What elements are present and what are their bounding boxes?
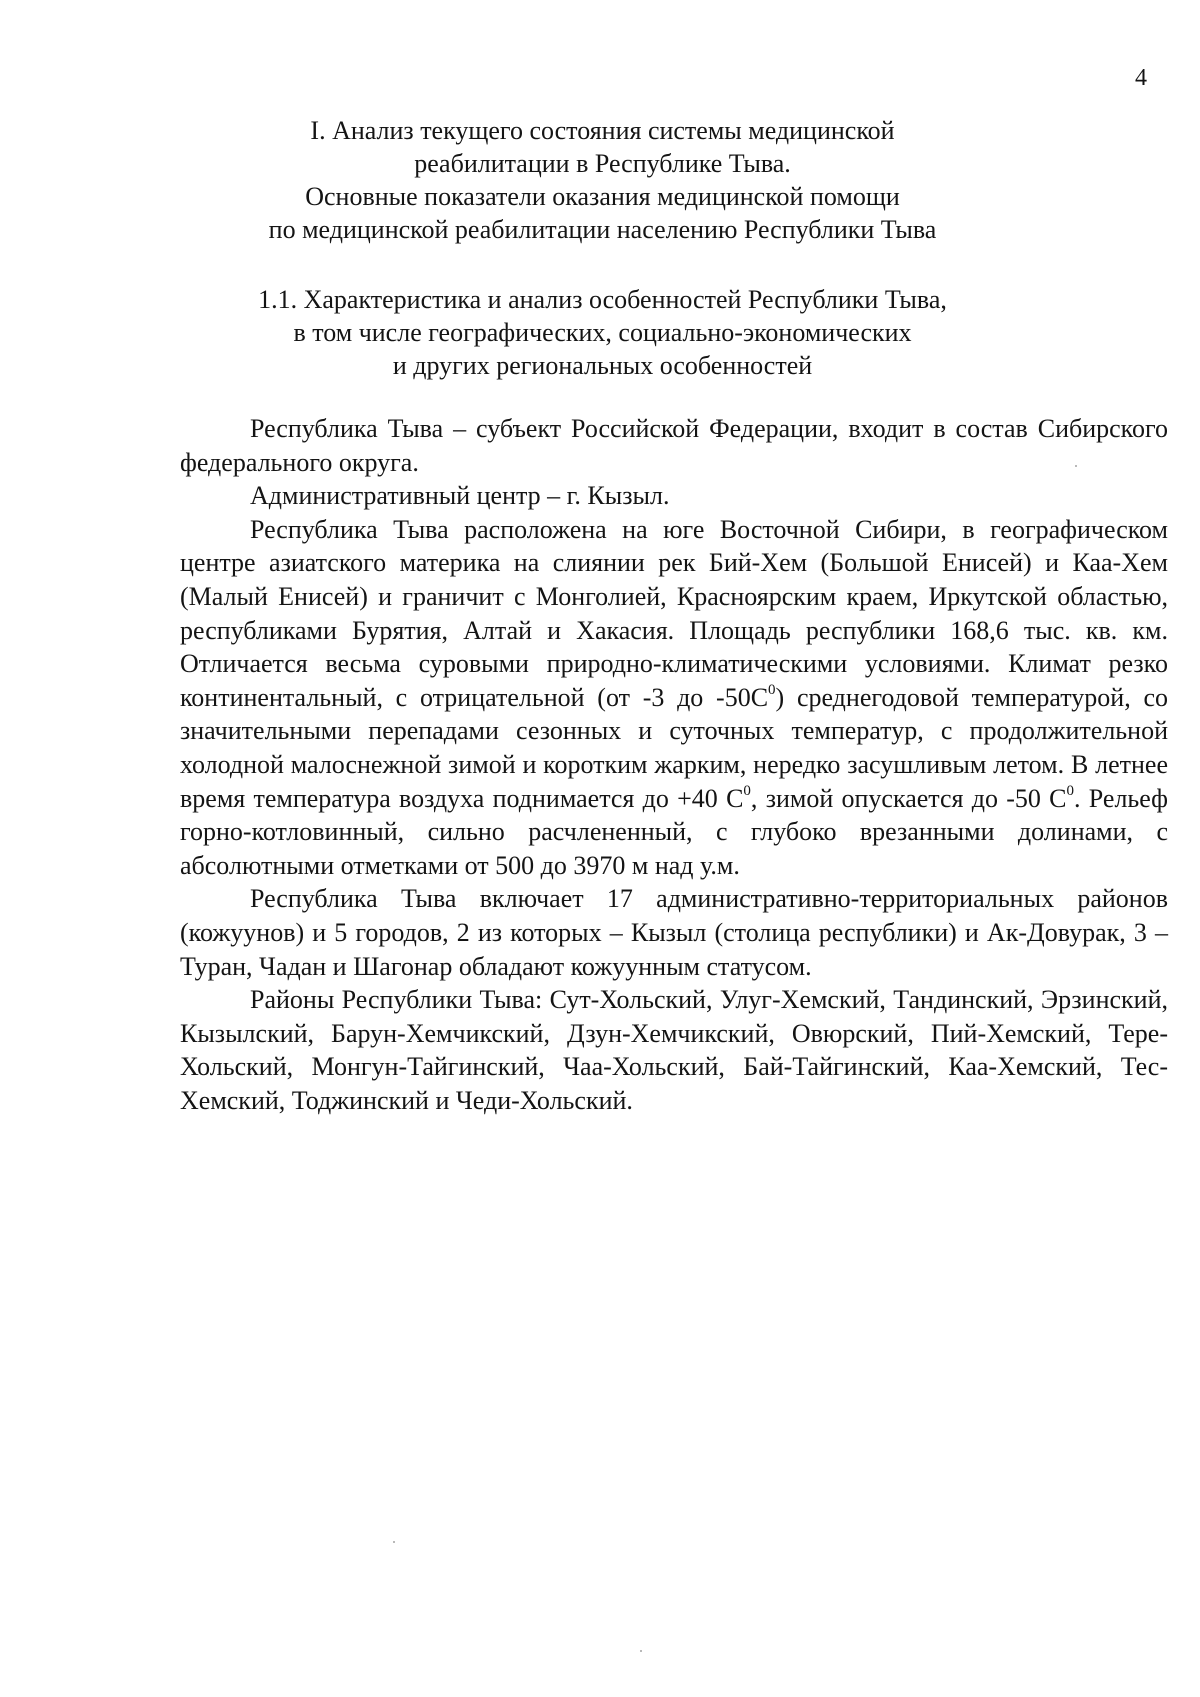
paragraph-region-status: Республика Тыва – субъект Российской Федерации, входит в состав Сибирского федерального округа.: [180, 414, 1168, 477]
section-title-line: реабилитации в Республике Тыва.: [414, 149, 791, 178]
scan-speck: [640, 1650, 642, 1652]
scan-speck: [1075, 465, 1077, 467]
paragraph-admin-center: Административный центр – г. Кызыл.: [250, 481, 670, 511]
paragraph-text-fragment: Республика Тыва расположена на юге Восточной Сибири, в географическом центре азиатского материка на слиянии рек Бий-Хем (Большой Енисей) и Каа-Хем (Малый Енисей) и граничит с Монголией, Красноярским краем, Иркутской областью, республиками Бурятия, Алтай и Хакасия. Площадь республики 168,6 тыс. кв. км. Отличается весьма суровыми природно-климатическими условиями. Климат резко континентальный, с отрицательной (от -3 до -50С: [180, 514, 1168, 712]
section-title-line: Основные показатели оказания медицинской помощи: [305, 182, 900, 211]
section-title-line: по медицинской реабилитации населению Республики Тыва: [268, 215, 937, 244]
degree-superscript: 0: [743, 782, 751, 799]
paragraph-districts-list: Районы Республики Тыва: Сут-Хольский, Улуг-Хемский, Тандинский, Эрзинский, Кызылский, Барун-Хемчикский, Дзун-Хемчикский, Овюрский, Пий-Хемский, Тере-Хольский, Монгун-Тайгинский, Чаа-Хольский, Бай-Тайгинский, Каа-Хемский, Тес-Хемский, Тоджинский и Чеди-Хольский.: [180, 985, 1168, 1115]
subsection-title-line: 1.1. Характеристика и анализ особенностей Республики Тыва,: [258, 285, 947, 314]
paragraph-geography-climate: [180, 513, 1168, 883]
paragraph-administrative-division: Республика Тыва включает 17 административно-территориальных районов (кожуунов) и 5 городов, 2 из которых – Кызыл (столица республики) и Ак-Довурак, 3 – Туран, Чадан и Шагонар обладают кожуунным статусом.: [180, 884, 1168, 981]
paragraph-text-fragment: ) среднегодовой температурой, со значительными перепадами сезонных и суточных температур, с продолжительной холодной малоснежной зимой и коротким жарким, нередко засушливым летом. В летнее время температура воздуха поднимается до +40 С: [180, 682, 1168, 813]
section-title-line: I. Анализ текущего состояния системы медицинской: [310, 116, 895, 145]
paragraph-text-fragment: . Рельеф горно-котловинный, сильно расчлененный, с глубоко врезанными долинами, с абсолютными отметками от 500 до 3970 м над у.м.: [180, 783, 1168, 880]
subsection-title-line: в том числе географических, социально-экономических: [293, 318, 912, 347]
paragraph-text-fragment: , зимой опускается до -50 С: [750, 783, 1067, 813]
degree-superscript: 0: [768, 682, 776, 699]
body-text: [180, 412, 1168, 1117]
subsection-title: [180, 283, 1025, 382]
degree-superscript: 0: [1066, 782, 1075, 799]
section-title: [180, 114, 1025, 246]
subsection-title-line: и других региональных особенностей: [392, 351, 813, 380]
scan-speck: [393, 1541, 395, 1543]
page-number: 4: [1135, 65, 1147, 91]
